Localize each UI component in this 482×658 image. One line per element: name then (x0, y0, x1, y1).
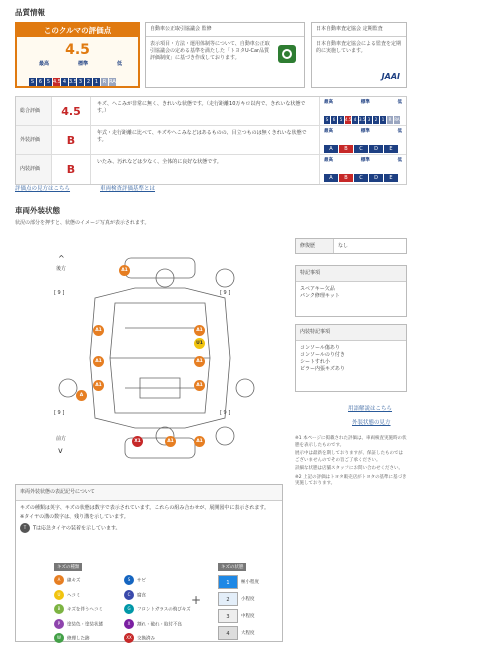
kind-item (54, 575, 124, 587)
tire-depth-fr: [ 9 ] (220, 410, 231, 416)
scale-cell: 4 (62, 79, 67, 85)
eval-value: B (66, 134, 76, 147)
eval-scale (320, 97, 406, 125)
state-number: 1 (218, 575, 238, 589)
damage-pin[interactable]: A1 (93, 380, 104, 391)
scale-cell: 4.5 (53, 79, 61, 85)
scale-header-label: 低 (397, 129, 402, 134)
damage-pin[interactable]: U1 (194, 338, 205, 349)
state-item (218, 592, 278, 606)
kind-name: キズを伴うヘコミ (67, 607, 103, 613)
scale-cell: 6 (332, 117, 336, 122)
scale-header-label: 標準 (360, 158, 370, 163)
kind-item (54, 633, 124, 645)
kind-name: サビ (137, 578, 146, 584)
eval-row (16, 126, 406, 155)
damage-pin[interactable]: A1 (119, 265, 130, 276)
grade-cell: B (339, 174, 353, 182)
scale-header-label: 低 (397, 100, 402, 105)
assoc-text: 表示項目・方法・運用体制等について、自動車公正取引協議会の定める基準を満たした「トヨタU-Car品質評価制度」に基づき作成しております。 (150, 41, 270, 61)
scale-cell: R (388, 117, 392, 122)
grade-cell: A (324, 145, 338, 153)
eval-label: 内装評価 (16, 155, 52, 184)
kind-item (54, 604, 124, 616)
damage-pin[interactable]: A (76, 390, 87, 401)
grade-cell: D (369, 174, 383, 182)
kind-symbol-icon: P (54, 619, 64, 629)
note-text: 詳細な状態は店舗スタッフにお問い合わせください。 (295, 466, 403, 471)
state-number: 4 (218, 626, 238, 640)
kind-item (124, 575, 194, 587)
kind-item (124, 604, 194, 616)
state-item (218, 609, 278, 623)
scale-cell: RA (109, 79, 116, 85)
scale-cell: 3 (367, 117, 371, 122)
jaai-box (311, 22, 407, 88)
scale-low-label: 低 (116, 61, 122, 67)
scale-cell: R (102, 79, 107, 85)
scale-cell: S (325, 117, 329, 122)
eval-value: 4.5 (61, 105, 81, 118)
front-label: 前方 (56, 436, 67, 442)
kind-name: フロントガラスの飛びキズ (137, 607, 191, 613)
eval-std-link[interactable]: 車両検査評価基準とは (100, 186, 156, 192)
scale-cell: 4.5 (345, 117, 352, 122)
kind-title: キズの種類 (54, 563, 82, 571)
section-title: 品質情報 (15, 8, 45, 17)
scale-cell: 1 (381, 117, 385, 122)
kind-name: 線キズ (67, 578, 81, 584)
scale-cell: RA (394, 117, 400, 122)
rear-label: 後方 (56, 266, 67, 272)
notation-p3-wrap (16, 521, 282, 533)
front-arrow-icon: v (58, 446, 63, 455)
rating-score: 4.5 (65, 42, 90, 58)
jaai-header: 日本自動車査定協会 定期監査 (312, 23, 406, 37)
scale-high-label: 最高 (39, 61, 50, 67)
state-name: 小程度 (241, 597, 255, 602)
state-name: 極小程度 (241, 580, 259, 585)
repair-label: 修復歴 (296, 239, 334, 253)
kind-name: ヘコミ (67, 593, 81, 598)
scale-header-label: 最高 (324, 129, 333, 134)
notation-p1: キズの種類は英字、キズの状態は数字で表示されています。これらの組み合わせが、展開図中に表示されます。 (20, 505, 270, 511)
repair-value: なし (338, 243, 349, 249)
scale-cell: 6 (38, 79, 43, 85)
kind-symbol-icon: B (54, 604, 64, 614)
notation-box (15, 484, 283, 642)
scale-header-label: 最高 (324, 100, 333, 105)
notes (295, 436, 407, 490)
damage-pin[interactable]: A1 (194, 436, 205, 447)
eval-scale (320, 126, 406, 154)
kind-name: 交換済み (137, 636, 155, 642)
damage-pin[interactable]: A1 (165, 436, 176, 447)
fair-trade-logo (278, 45, 296, 63)
exterior-guide-link[interactable]: 外装状態の見方 (352, 420, 391, 426)
kind-item (54, 590, 124, 602)
car-diagram (40, 248, 285, 466)
glossary-link[interactable]: 用語解説はこちら (348, 406, 393, 412)
plus-sign: + (191, 593, 202, 607)
eval-value: B (66, 163, 76, 176)
tire-depth-fl: [ 9 ] (54, 410, 65, 416)
eval-row (16, 97, 406, 126)
scale-header-label: 標準 (360, 129, 370, 134)
interior-item: ピラー内張キズあり (300, 366, 345, 372)
kind-symbol-icon: A (54, 575, 64, 585)
kind-name: 割れ・破れ・取付不良 (137, 622, 182, 627)
interior-title: 内装特記事項 (296, 325, 406, 341)
kind-symbol-icon: X (124, 619, 134, 629)
scale-cell: 2 (86, 79, 91, 85)
interior-item: コンソールのり付き (300, 352, 345, 358)
kind-name: 修理した跡 (67, 636, 90, 642)
state-item (218, 626, 278, 640)
rating-scale (17, 68, 138, 87)
eval-desc: 年式・走行距離に比べて、キズやへこみなどはあるものの、目立つものは無くきれいな状態です。 (90, 126, 320, 154)
note-text: 展示中は最新を期しておりますが、保証したものではございませんのでその旨ご了承ください。 (295, 451, 403, 463)
grade-cell: E (384, 174, 398, 182)
rear-arrow-icon: ^ (58, 254, 65, 263)
damage-pin[interactable]: A1 (194, 380, 205, 391)
kind-item (124, 633, 194, 645)
state-name: 中程度 (241, 614, 255, 619)
special-box (295, 265, 407, 317)
scale-header-label: 低 (397, 158, 402, 163)
grade-cell: C (354, 145, 368, 153)
spare-tire-icon: T (20, 523, 30, 533)
tire-depth-rr: [ 9 ] (220, 290, 231, 296)
kind-item (124, 619, 194, 631)
jaai-logo: JAAI (381, 72, 400, 81)
kind-item (54, 619, 124, 631)
state-number: 2 (218, 592, 238, 606)
scale-cell: 5 (339, 117, 343, 122)
note-text: ※1 本ページに掲載された評価は、車両検査実施時の状態を表示したものです。 (295, 436, 407, 448)
damage-pin[interactable]: A1 (194, 325, 205, 336)
grade-cell: E (384, 145, 398, 153)
grade-cell: D (369, 145, 383, 153)
tire-depth-rl: [ 9 ] (54, 290, 65, 296)
jaai-text: 日本自動車査定協会による監査を定期的に実施しています。 (316, 41, 402, 54)
grade-cell: A (324, 174, 338, 182)
notation-p2: ※タイヤの溝の数字は、残り溝を示しています。 (20, 514, 129, 520)
grade-cell: C (354, 174, 368, 182)
assoc-box (145, 22, 305, 88)
kind-item (124, 590, 194, 602)
damage-pin[interactable]: A1 (93, 325, 104, 336)
kind-name: 腐食 (137, 593, 146, 598)
kind-symbol-icon: C (124, 590, 134, 600)
state-item (218, 575, 278, 589)
scale-header-label: 標準 (360, 100, 370, 105)
kind-symbol-icon: S (124, 575, 134, 585)
scale-header-label: 最高 (324, 158, 333, 163)
special-item: スペアキー欠品 (300, 286, 335, 292)
scale-cell: 2 (374, 117, 378, 122)
eval-desc: いたみ、汚れなどは少なく、全体的に良好な状態です。 (90, 155, 320, 184)
scale-cell: 3.5 (69, 79, 77, 85)
state-number: 3 (218, 609, 238, 623)
damage-pin[interactable]: X1 (132, 436, 143, 447)
kind-name: 塗装色・塗装状態 (67, 622, 103, 627)
assoc-header: 自動車公正取引協議会 監修 (146, 23, 304, 37)
notation-p3: Tは応急タイヤの装着を示しています。 (33, 525, 121, 532)
kind-symbol-icon: G (124, 604, 134, 614)
kind-symbol-icon: U (54, 590, 64, 600)
eval-row (16, 155, 406, 184)
notation-title: 車両外装状態の表記記号について (16, 485, 282, 501)
exterior-title: 車両外装状態 (15, 206, 60, 215)
eval-how-link[interactable]: 評価点の見方はこちら (15, 186, 71, 192)
scale-std-label: 標準 (77, 61, 88, 67)
note-text: ※2 上記の評価はトヨタ販売店がトヨタの基準に基づき実施しております。 (295, 474, 407, 486)
scale-cell: S (30, 79, 35, 85)
grade-cell: B (339, 145, 353, 153)
scale-cell: 1 (94, 79, 99, 85)
interior-item: コンソール傷あり (300, 345, 340, 351)
eval-label: 外装評価 (16, 126, 52, 154)
state-name: 大程度 (241, 631, 255, 636)
eval-scale (320, 155, 406, 184)
rating-card-header: このクルマの評価点 (17, 24, 138, 37)
scale-cell: 3.5 (359, 117, 366, 122)
kind-symbol-icon: XX (124, 633, 134, 643)
scale-cell: 4 (353, 117, 357, 122)
eval-table (15, 96, 407, 185)
repair-box (295, 238, 407, 254)
interior-box (295, 324, 407, 392)
rating-card (15, 22, 140, 88)
car-outline-icon (40, 248, 285, 466)
kind-symbol-icon: W (54, 633, 64, 643)
scale-cell: 5 (46, 79, 51, 85)
damage-pin[interactable]: A1 (194, 356, 205, 367)
interior-item: シートすれ小 (300, 359, 330, 365)
special-item: パンク修理キット (300, 293, 340, 299)
special-title: 特記事項 (296, 266, 406, 282)
eval-desc: キズ、へこみが非常に無く、きれいな状態です。（走行距離10万キロ以内で、きれいな状態です。） (90, 97, 320, 125)
eval-label: 総合評価 (16, 97, 52, 125)
damage-pin[interactable]: A1 (93, 356, 104, 367)
exterior-desc: 状況の部分を押すと、状態のイメージ写真が表示されます。 (15, 220, 150, 226)
scale-cell: 3 (78, 79, 83, 85)
state-title: キズの状態 (218, 563, 246, 571)
